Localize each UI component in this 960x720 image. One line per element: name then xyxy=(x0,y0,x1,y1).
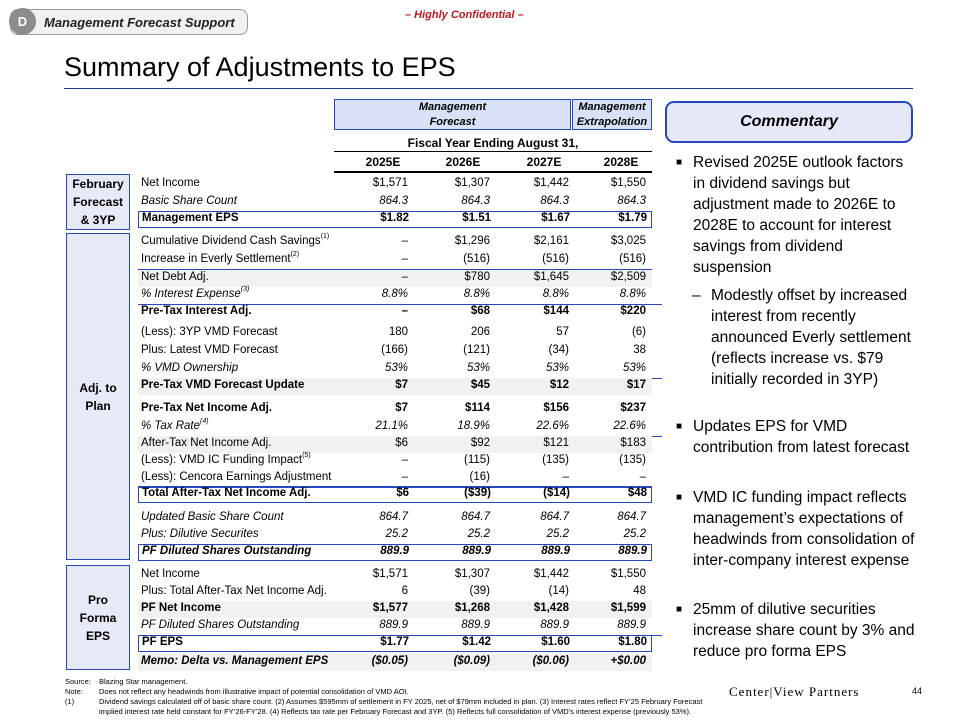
cell-value: $1,571 xyxy=(372,568,408,580)
table-row xyxy=(138,567,652,584)
cell-value: – xyxy=(401,471,408,483)
section-line: & 3YP xyxy=(80,213,116,227)
table-row xyxy=(138,234,652,251)
year-header: 2028E xyxy=(603,155,639,169)
footnote-key: Note: xyxy=(65,687,83,696)
group-header-management-forecast xyxy=(334,99,571,130)
table-row xyxy=(138,378,652,395)
cell-value: (121) xyxy=(463,344,490,356)
cell-value: $114 xyxy=(465,402,490,414)
footnote-note xyxy=(65,687,409,697)
cell-value: 8.8% xyxy=(463,288,490,300)
cell-value: 889.9 xyxy=(541,545,570,557)
section-line: Adj. to xyxy=(79,380,117,395)
commentary-text: 25mm of dilutive securities increase share count by 3% and reduce pro forma EPS xyxy=(693,601,915,660)
centerview-logo: Center|View Partners xyxy=(729,684,860,699)
cell-value: $220 xyxy=(620,305,646,317)
cell-value: 889.9 xyxy=(617,619,646,631)
cell-value: 864.3 xyxy=(617,195,646,207)
cell-value: (34) xyxy=(548,344,569,356)
cell-value: $6 xyxy=(396,487,409,499)
cell-value: $1,268 xyxy=(454,602,490,614)
cell-value: 25.2 xyxy=(546,528,569,540)
table-row xyxy=(138,304,652,321)
table-row xyxy=(138,252,652,270)
row-label: PF Diluted Shares Outstanding xyxy=(141,619,300,631)
bullet-square-icon: ■ xyxy=(676,604,683,615)
table-row xyxy=(138,325,652,342)
cell-value: $17 xyxy=(626,379,646,391)
cell-value: (115) xyxy=(464,454,490,466)
year-header: 2027E xyxy=(526,155,562,169)
page-title: Summary of Adjustments to EPS xyxy=(64,52,456,82)
row-label: PF EPS xyxy=(142,636,183,648)
group-header-line: Management xyxy=(418,101,487,113)
footnote-text: Dividend savings calculated off of basic share count. (2) Assumes $595mm of settlement in FY 2025, net of $79mm included in plan. (3) Interest rates reflect FY’25 February Forecast xyxy=(99,697,703,706)
cell-value: $1,296 xyxy=(454,235,490,247)
section-line: Forma xyxy=(79,610,117,625)
table-row xyxy=(138,618,662,636)
title-divider xyxy=(64,88,913,89)
footnote-source xyxy=(65,677,187,687)
footnote-ref: (2) xyxy=(290,251,300,258)
cell-value: $1.82 xyxy=(380,212,409,224)
table-row xyxy=(138,176,652,193)
table-row xyxy=(138,211,652,228)
page-number: 44 xyxy=(912,686,923,696)
cell-value: 889.9 xyxy=(618,545,647,557)
cell-value: $1.80 xyxy=(618,636,647,648)
commentary-bullet xyxy=(676,416,916,479)
cell-value: $1,599 xyxy=(610,602,646,614)
section-pro-forma-eps xyxy=(66,565,130,670)
cell-value: 6 xyxy=(401,585,408,597)
cell-value: +$0.00 xyxy=(610,655,646,667)
commentary-header: Commentary xyxy=(665,101,913,143)
footnote-ref: (3) xyxy=(240,286,250,293)
section-february-forecast xyxy=(66,174,130,230)
row-label: (Less): VMD IC Funding Impact$^{(5)}$ xyxy=(141,452,311,466)
cell-value: 25.2 xyxy=(467,528,490,540)
cell-value: $1,442 xyxy=(533,568,569,580)
year-header-divider xyxy=(334,171,652,173)
row-label: Plus: Total After-Tax Net Income Adj. xyxy=(141,585,327,597)
table-row xyxy=(138,654,652,671)
cell-value: $144 xyxy=(543,305,569,317)
row-label: (Less): 3YP VMD Forecast xyxy=(141,326,278,338)
section-line: Forecast xyxy=(72,195,123,209)
cell-value: $1,571 xyxy=(372,177,408,189)
cell-value: $183 xyxy=(620,437,646,449)
cell-value: 864.7 xyxy=(379,511,408,523)
confidential-label: – Highly Confidential – xyxy=(405,9,524,21)
cell-value: 18.9% xyxy=(457,420,490,432)
row-label: Net Income xyxy=(141,177,200,189)
fiscal-year-label: Fiscal Year Ending August 31, xyxy=(407,136,579,150)
cell-value: 25.2 xyxy=(623,528,646,540)
cell-value: $1.60 xyxy=(541,636,570,648)
cell-value: $1,442 xyxy=(533,177,569,189)
commentary-text: Updates EPS for VMD contribution from latest forecast xyxy=(693,418,910,456)
cell-value: $6 xyxy=(395,437,408,449)
row-label: Total After-Tax Net Income Adj. xyxy=(142,487,311,499)
cell-value: 864.3 xyxy=(379,195,408,207)
cell-value: $7 xyxy=(395,402,408,414)
cell-value: 889.9 xyxy=(540,619,569,631)
cell-value: – xyxy=(401,235,408,247)
commentary-bullet xyxy=(676,152,916,276)
cell-value: (6) xyxy=(631,326,646,338)
row-label: PF Diluted Shares Outstanding xyxy=(142,545,312,557)
table-row xyxy=(138,527,652,545)
group-header-line: Management xyxy=(578,101,646,113)
cell-value: $48 xyxy=(627,487,647,499)
bullet-square-icon: ■ xyxy=(676,421,683,432)
cell-value: 8.8% xyxy=(381,288,408,300)
row-label: Updated Basic Share Count xyxy=(141,511,284,523)
commentary-text: Modestly offset by increased interest from recently announced Everly settlement (reflects increase vs. $79 initially recorded in 3YP) xyxy=(711,287,911,388)
footnote-text: Blazing Star management. xyxy=(99,677,188,686)
section-label: Management Forecast Support xyxy=(44,15,235,30)
cell-value: 864.3 xyxy=(461,195,490,207)
cell-value: $45 xyxy=(470,379,490,391)
footnote-ref: (5) xyxy=(302,452,311,459)
table-row xyxy=(138,401,652,418)
cell-value: 864.3 xyxy=(540,195,569,207)
cell-value: (516) xyxy=(619,253,646,265)
bullet-square-icon: ■ xyxy=(676,492,683,503)
table-row xyxy=(138,453,652,470)
cell-value: ($0.09) xyxy=(453,655,490,667)
row-label: % Tax Rate$^{(4)}$ xyxy=(141,418,209,432)
table-row xyxy=(138,544,652,561)
cell-value: – xyxy=(639,471,646,483)
cell-value: $1,645 xyxy=(533,271,569,283)
cell-value: 206 xyxy=(470,326,490,338)
row-label: Memo: Delta vs. Management EPS xyxy=(141,655,329,667)
cell-value: ($14) xyxy=(543,487,570,499)
section-line: EPS xyxy=(85,628,110,643)
cell-value: $121 xyxy=(543,437,569,449)
cell-value: 22.6% xyxy=(536,420,569,432)
cell-value: 864.7 xyxy=(540,511,569,523)
cell-value: – xyxy=(401,271,408,283)
footnote-1-cont xyxy=(65,707,691,717)
cell-value: 180 xyxy=(388,326,408,338)
cell-value: (135) xyxy=(542,454,569,466)
cell-value: $1.42 xyxy=(462,636,491,648)
cell-value: 48 xyxy=(633,585,646,597)
row-label: % Interest Expense$^{(3)}$ xyxy=(141,286,250,300)
row-label: Plus: Dilutive Securites xyxy=(141,528,259,540)
cell-value: ($0.05) xyxy=(371,655,408,667)
cell-value: (166) xyxy=(381,344,408,356)
bullet-square-icon: ■ xyxy=(676,157,683,168)
cell-value: 53% xyxy=(466,362,490,374)
row-label: Pre-Tax VMD Forecast Update xyxy=(141,379,305,391)
cell-value: $2,509 xyxy=(610,271,646,283)
commentary-bullet xyxy=(676,599,916,662)
cell-value: 889.9 xyxy=(462,545,491,557)
cell-value: 8.8% xyxy=(619,288,646,300)
year-header: 2026E xyxy=(445,155,481,169)
cell-value: 38 xyxy=(633,344,646,356)
section-line: Pro xyxy=(87,592,108,607)
cell-value: $3,025 xyxy=(610,235,646,247)
cell-value: 25.2 xyxy=(385,528,408,540)
table-row xyxy=(138,601,652,618)
cell-value: 8.8% xyxy=(542,288,569,300)
cell-value: $780 xyxy=(464,271,490,283)
cell-value: $237 xyxy=(620,402,646,414)
commentary-text: VMD IC funding impact reflects management’s expectations of headwinds from consolidation of inter-company interest expense xyxy=(693,489,915,569)
cell-value: $1,307 xyxy=(454,177,490,189)
table-row xyxy=(138,194,662,211)
cell-value: $1.67 xyxy=(541,212,570,224)
cell-value: $1.79 xyxy=(618,212,647,224)
group-header-management-extrapolation xyxy=(572,99,652,130)
cell-value: 889.9 xyxy=(461,619,490,631)
footnote-key: Source: xyxy=(65,677,91,686)
row-label: (Less): Cencora Earnings Adjustment xyxy=(141,471,332,483)
cell-value: $7 xyxy=(395,379,408,391)
commentary-bullet xyxy=(676,487,916,592)
cell-value: $1,550 xyxy=(610,568,646,580)
row-label: Pre-Tax Net Income Adj. xyxy=(141,402,273,414)
cell-value: 57 xyxy=(556,326,569,338)
cell-value: $92 xyxy=(470,437,490,449)
year-header: 2025E xyxy=(365,155,401,169)
table-row xyxy=(138,270,652,287)
table-row xyxy=(138,584,652,602)
dash-icon: – xyxy=(692,287,701,304)
row-label: % VMD Ownership xyxy=(141,362,239,374)
table-row xyxy=(138,287,662,305)
cell-value: ($39) xyxy=(464,487,491,499)
table-row xyxy=(138,635,652,652)
group-header-line: Forecast xyxy=(429,116,476,128)
cell-value: – xyxy=(401,305,408,317)
footnote-text: Does not reflect any headwinds from illustrative impact of potential consolidation of VMD AOI. xyxy=(99,687,409,696)
footnote-ref: (4) xyxy=(200,418,209,425)
group-header-line: Extrapolation xyxy=(576,116,648,128)
cell-value: 864.7 xyxy=(617,511,646,523)
cell-value: 889.9 xyxy=(379,619,408,631)
table-row xyxy=(138,361,662,379)
cell-value: – xyxy=(562,471,569,483)
cell-value: $1,428 xyxy=(533,602,569,614)
cell-value: (16) xyxy=(469,471,490,483)
cell-value: 53% xyxy=(622,362,646,374)
cell-value: 864.7 xyxy=(461,511,490,523)
cell-value: $1,307 xyxy=(454,568,490,580)
row-label: Net Income xyxy=(141,568,200,580)
row-label: Management EPS xyxy=(142,212,239,224)
cell-value: $1.77 xyxy=(380,636,409,648)
cell-value: 22.6% xyxy=(613,420,646,432)
table-row xyxy=(138,436,652,453)
footnote-text: implied interest rate held constant for FY’26-FY’28. (4) Reflects tax rate per February Forecast and 3YP. (5) Reflects full consolidation of VMD’s interest expense (previously 53%). xyxy=(99,707,692,716)
commentary-text: Revised 2025E outlook factors in dividend savings but adjustment made to 2026E to 2028E to account for interest savings from dividend suspension xyxy=(693,154,904,276)
row-label: Pre-Tax Interest Adj. xyxy=(141,305,252,317)
fiscal-year-divider xyxy=(334,151,652,152)
cell-value: 53% xyxy=(545,362,569,374)
cell-value: $2,161 xyxy=(533,235,569,247)
cell-value: 21.1% xyxy=(375,420,408,432)
section-adj-to-plan xyxy=(66,233,130,560)
section-line: Plan xyxy=(85,398,111,413)
cell-value: $156 xyxy=(543,402,569,414)
table-row xyxy=(138,419,662,437)
row-label: Cumulative Dividend Cash Savings$^{(1)}$ xyxy=(141,233,330,247)
cell-value: $12 xyxy=(549,379,569,391)
footnote-1 xyxy=(65,697,702,707)
cell-value: ($0.06) xyxy=(532,655,569,667)
row-label: Increase in Everly Settlement$^{(2)}$ xyxy=(141,251,300,265)
cell-value: – xyxy=(401,253,408,265)
cell-value: (516) xyxy=(463,253,490,265)
table-row xyxy=(138,343,652,360)
row-label: Basic Share Count xyxy=(141,195,237,207)
section-badge: D xyxy=(9,8,36,35)
row-label: PF Net Income xyxy=(141,602,221,614)
cell-value: (516) xyxy=(542,253,569,265)
footnote-key: (1) xyxy=(65,697,75,706)
cell-value: $1.51 xyxy=(462,212,491,224)
cell-value: – xyxy=(401,454,408,466)
cell-value: (39) xyxy=(469,585,490,597)
table-row xyxy=(138,486,652,503)
cell-value: $1,550 xyxy=(610,177,646,189)
footnote-ref: (1) xyxy=(320,233,330,240)
row-label: Net Debt Adj. xyxy=(141,271,209,283)
table-row xyxy=(138,510,652,527)
commentary-sub-bullet xyxy=(692,285,916,390)
section-tag xyxy=(10,9,248,35)
cell-value: (14) xyxy=(548,585,569,597)
row-label: After-Tax Net Income Adj. xyxy=(141,437,272,449)
section-line: February xyxy=(72,177,124,191)
cell-value: 889.9 xyxy=(380,545,409,557)
row-label: Plus: Latest VMD Forecast xyxy=(141,344,278,356)
cell-value: $1,577 xyxy=(372,602,408,614)
cell-value: $68 xyxy=(470,305,490,317)
cell-value: (135) xyxy=(619,454,646,466)
cell-value: 53% xyxy=(384,362,408,374)
